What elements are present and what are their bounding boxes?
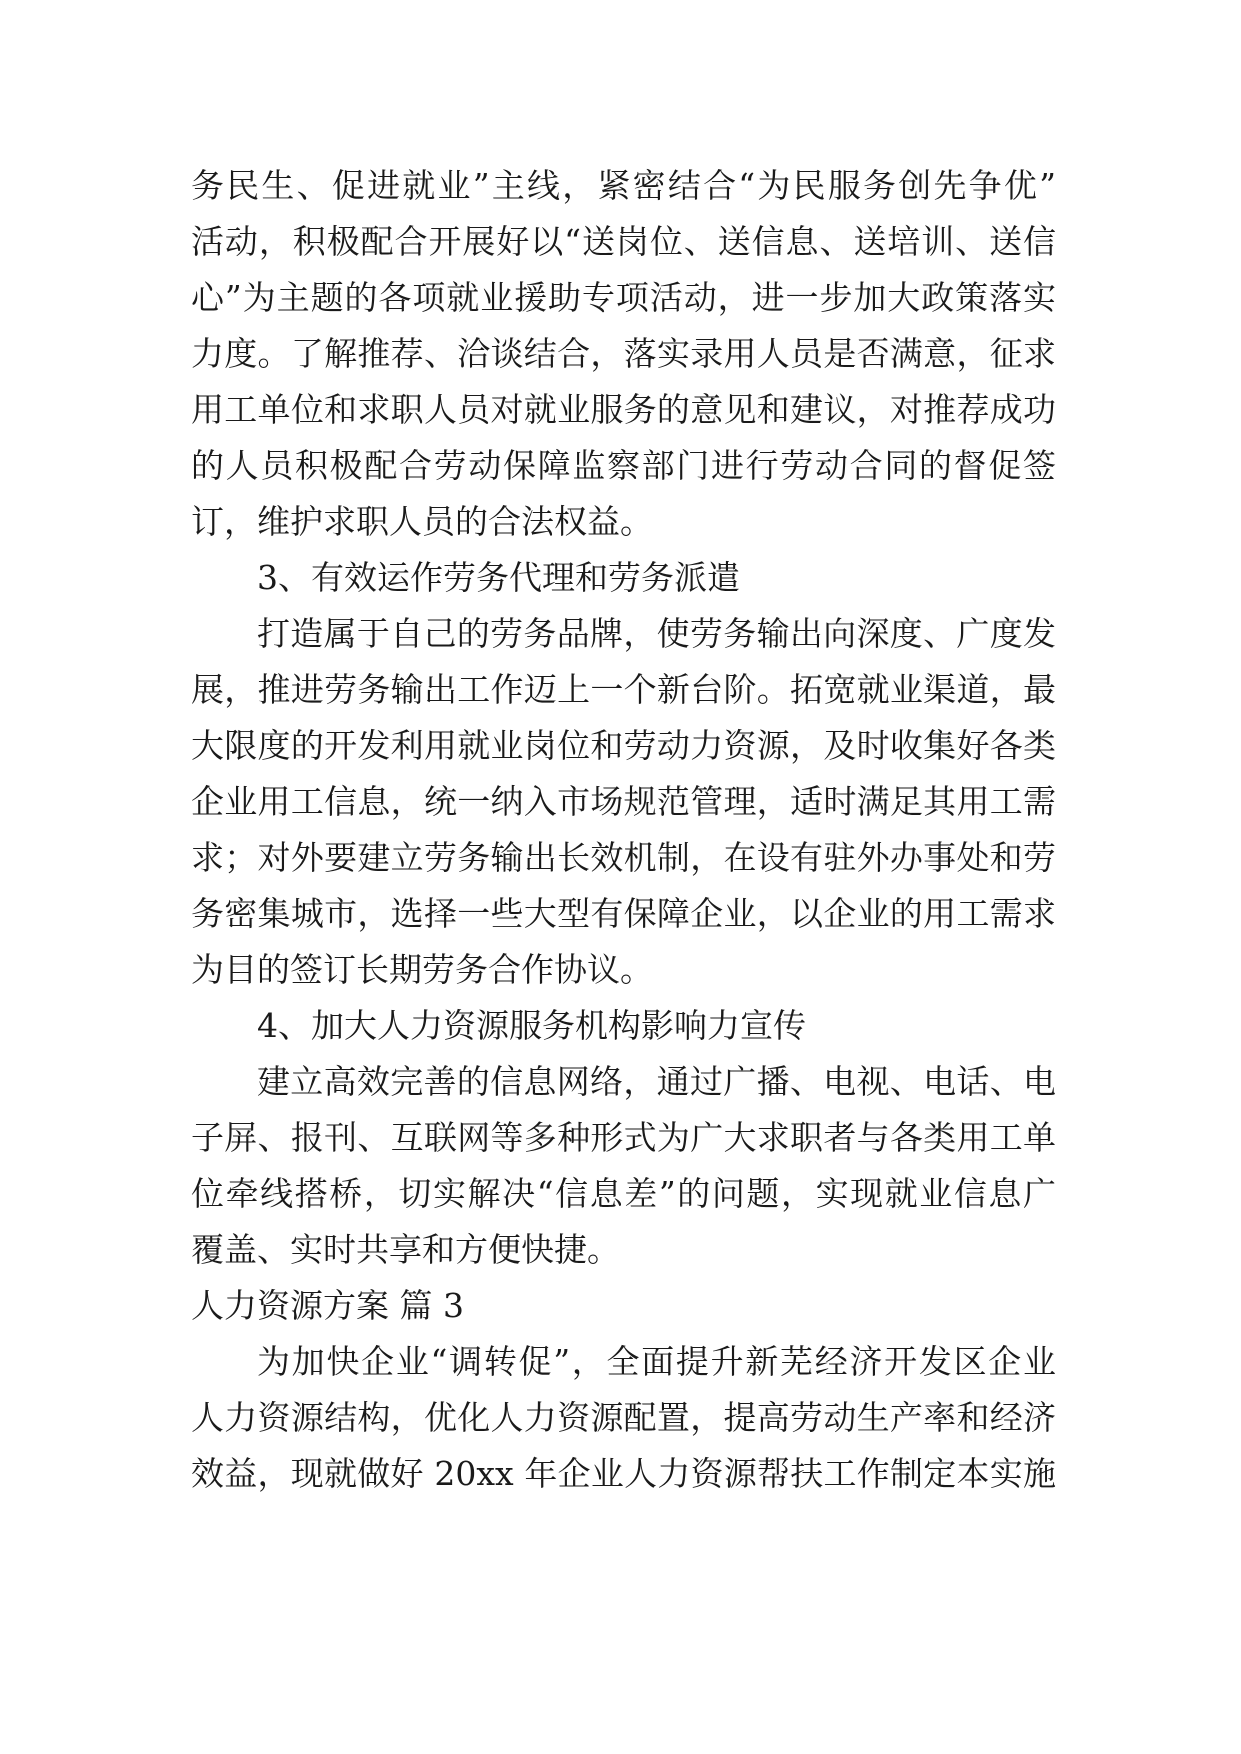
paragraph-line: 务密集城市，选择一些大型有保障企业，以企业的用工需求: [191, 894, 1056, 933]
paragraph-line: 覆盖、实时共享和方便快捷。: [191, 1230, 620, 1269]
paragraph-line: 订，维护求职人员的合法权益。: [191, 502, 653, 541]
paragraph-line: 展，推进劳务输出工作迈上一个新台阶。拓宽就业渠道，最: [191, 670, 1056, 709]
paragraph-line: 力度。了解推荐、洽谈结合，落实录用人员是否满意，征求: [191, 334, 1056, 373]
paragraph-line: 效益，现就做好 20xx 年企业人力资源帮扶工作制定本实施: [191, 1454, 1056, 1493]
paragraph-line: 子屏、报刊、互联网等多种形式为广大求职者与各类用工单: [191, 1118, 1056, 1157]
document-page: [191, 158, 1056, 1502]
paragraph-line: 务民生、促进就业”主线，紧密结合“为民服务创先争优”: [191, 166, 1056, 205]
paragraph-line: 求；对外要建立劳务输出长效机制，在设有驻外办事处和劳: [191, 838, 1056, 877]
chapter-heading: 人力资源方案 篇 3: [191, 1286, 464, 1325]
paragraph-line: 人力资源结构，优化人力资源配置，提高劳动生产率和经济: [191, 1398, 1056, 1437]
paragraph-line: 用工单位和求职人员对就业服务的意见和建议，对推荐成功: [191, 390, 1056, 429]
paragraph-line: 活动，积极配合开展好以“送岗位、送信息、送培训、送信: [191, 222, 1056, 261]
paragraph-line: 企业用工信息，统一纳入市场规范管理，适时满足其用工需: [191, 782, 1056, 821]
paragraph-line: 的人员积极配合劳动保障监察部门进行劳动合同的督促签: [191, 446, 1056, 485]
paragraph-line: 大限度的开发利用就业岗位和劳动力资源，及时收集好各类: [191, 726, 1056, 765]
section-heading: 4、加大人力资源服务机构影响力宣传: [257, 1006, 806, 1045]
paragraph-line: 位牵线搭桥，切实解决“信息差”的问题，实现就业信息广: [191, 1174, 1056, 1213]
paragraph-line: 建立高效完善的信息网络，通过广播、电视、电话、电: [257, 1062, 1056, 1101]
paragraph-line: 为目的签订长期劳务合作协议。: [191, 950, 653, 989]
paragraph-line: 心”为主题的各项就业援助专项活动，进一步加大政策落实: [191, 278, 1056, 317]
paragraph-line: 为加快企业“调转促”，全面提升新芜经济开发区企业: [257, 1342, 1056, 1381]
section-heading: 3、有效运作劳务代理和劳务派遣: [257, 558, 740, 597]
paragraph-line: 打造属于自己的劳务品牌，使劳务输出向深度、广度发: [257, 614, 1056, 653]
